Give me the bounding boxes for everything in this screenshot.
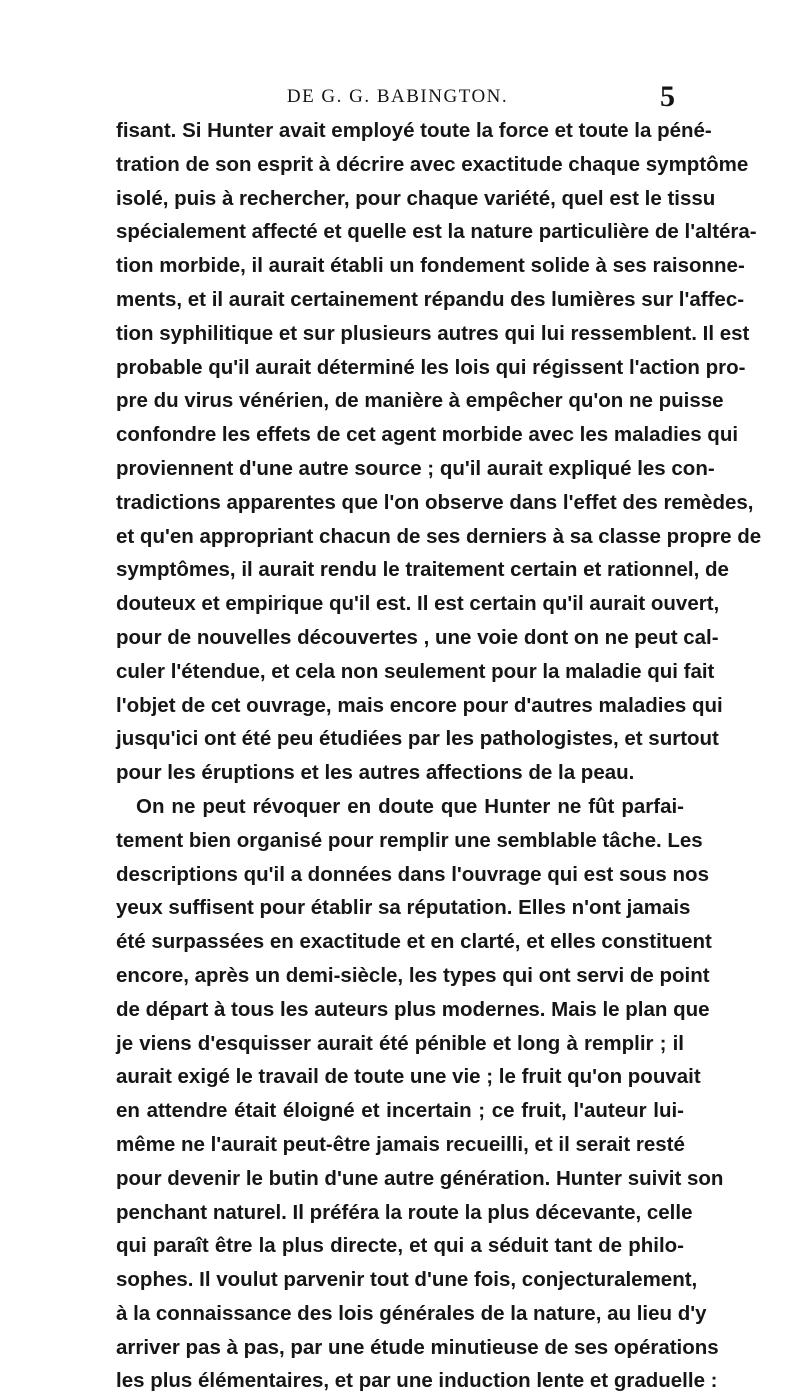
text-line: été surpassées en exactitude et en clarté, et elles constituent <box>116 930 712 954</box>
paragraph <box>116 114 762 790</box>
text-line: pre du virus vénérien, de manière à empêcher qu'on ne puisse <box>116 389 724 413</box>
running-title: DE G. G. BABINGTON. <box>286 86 509 107</box>
text-line: penchant naturel. Il préféra la route la plus décevante, celle <box>116 1200 693 1224</box>
text-line: isolé, puis à rechercher, pour chaque variété, quel est le tissu <box>116 186 716 210</box>
text-line: tion syphilitique et sur plusieurs autres qui lui ressemblent. Il est <box>116 321 750 345</box>
text-line: tradictions apparentes que l'on observe dans l'effet des remèdes, <box>116 490 754 514</box>
page-number: 5 <box>660 80 675 113</box>
text-line: aurait exigé le travail de toute une vie ; le fruit qu'on pouvait <box>116 1065 701 1089</box>
body-text <box>116 114 762 1398</box>
text-line: proviennent d'une autre source ; qu'il aurait expliqué les con- <box>116 456 715 480</box>
text-line: sophes. Il voulut parvenir tout d'une fois, conjecturalement, <box>116 1268 698 1292</box>
text-line: symptômes, il aurait rendu le traitement certain et rationnel, de <box>116 558 729 582</box>
text-line: fisant. Si Hunter avait employé toute la force et toute la péné- <box>116 119 712 142</box>
text-line: arriver pas à pas, par une étude minutieuse de ses opérations <box>116 1335 719 1359</box>
text-line: je viens d'esquisser aurait été pénible et long à remplir ; il <box>116 1031 684 1055</box>
text-line: qui paraît être la plus directe, et qui a séduit tant de philo- <box>116 1234 684 1258</box>
text-line: probable qu'il aurait déterminé les lois qui régissent l'action pro- <box>116 355 746 379</box>
text-line: jusqu'ici ont été peu étudiées par les pathologistes, et surtout <box>116 727 719 751</box>
text-line: yeux suffisent pour établir sa réputation. Elles n'ont jamais <box>116 896 691 920</box>
running-head <box>120 80 675 114</box>
paragraph <box>116 790 724 1398</box>
text-line: pour devenir le butin d'une autre génération. Hunter suivit son <box>116 1166 724 1190</box>
text-line: On ne peut révoquer en doute que Hunter ne fût parfai- <box>136 794 684 818</box>
text-line: l'objet de cet ouvrage, mais encore pour d'autres maladies qui <box>116 693 723 717</box>
text-line: même ne l'aurait peut-être jamais recueilli, et il serait resté <box>116 1132 685 1156</box>
text-line: à la connaissance des lois générales de la nature, au lieu d'y <box>116 1301 707 1325</box>
text-line: pour les éruptions et les autres affections de la peau. <box>116 761 635 785</box>
text-line: pour de nouvelles découvertes , une voie dont on ne peut cal- <box>116 625 719 649</box>
text-line: descriptions qu'il a données dans l'ouvrage qui est sous nos <box>116 862 709 886</box>
text-line: tement bien organisé pour remplir une semblable tâche. Les <box>116 828 703 852</box>
text-line: douteux et empirique qu'il est. Il est certain qu'il aurait ouvert, <box>116 592 720 616</box>
text-line: culer l'étendue, et cela non seulement pour la maladie qui fait <box>116 659 715 683</box>
text-line: tion morbide, il aurait établi un fondement solide à ses raisonne- <box>116 254 745 278</box>
text-line: encore, après un demi-siècle, les types qui ont servi de point <box>116 963 710 987</box>
text-line: ments, et il aurait certainement répandu des lumières sur l'affec- <box>116 287 745 311</box>
text-line: et qu'en appropriant chacun de ses derniers à sa classe propre de <box>116 524 762 548</box>
text-line: tration de son esprit à décrire avec exactitude chaque symptôme <box>116 152 749 176</box>
text-line: spécialement affecté et quelle est la nature particulière de l'altéra- <box>116 220 757 244</box>
text-line: les plus élémentaires, et par une induction lente et graduelle : <box>116 1369 718 1393</box>
text-line: confondre les effets de cet agent morbide avec les maladies qui <box>116 423 739 447</box>
text-line: en attendre était éloigné et incertain ; ce fruit, l'auteur lui- <box>116 1099 684 1123</box>
text-line: de départ à tous les auteurs plus modernes. Mais le plan que <box>116 997 710 1021</box>
